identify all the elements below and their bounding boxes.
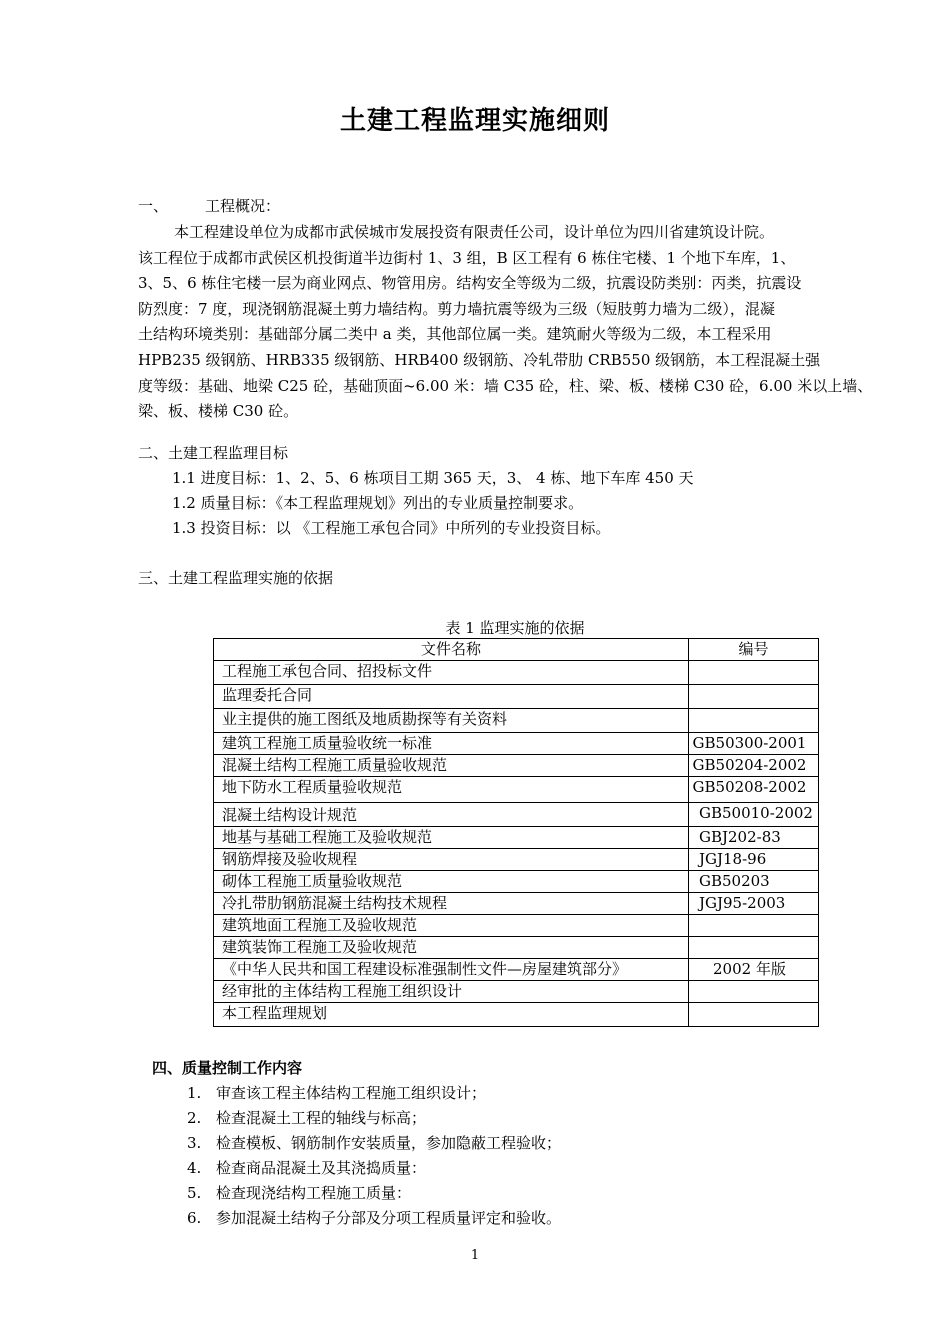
doc-code — [689, 661, 819, 685]
doc-name: 经审批的主体结构工程施工组织设计 — [214, 981, 689, 1003]
table-row — [214, 685, 819, 709]
doc-code — [689, 1003, 819, 1027]
doc-name: 混凝土结构工程施工质量验收规范 — [214, 755, 689, 777]
doc-name: 本工程监理规划 — [214, 1003, 689, 1027]
table-row — [214, 709, 819, 733]
list-item: 检查模板、钢筋制作安装质量，参加隐蔽工程验收； — [216, 1134, 562, 1152]
table-row — [214, 777, 819, 803]
doc-code — [689, 937, 819, 959]
section1-title: 工程概况： — [205, 197, 281, 215]
section2-title: 二、土建工程监理目标 — [138, 444, 289, 462]
goal-item: 1.1 进度目标：1、2、5、6 栋项目工期 365 天，3、 4 栋、地下车库 450 天 — [172, 469, 694, 487]
doc-code: GBJ202-83 — [689, 827, 819, 849]
doc-code — [689, 981, 819, 1003]
doc-name: 业主提供的施工图纸及地质勘探等有关资料 — [214, 709, 689, 733]
section3-title: 三、土建工程监理实施的依据 — [138, 569, 334, 587]
table-row — [214, 937, 819, 959]
header-code: 编号 — [689, 639, 819, 661]
paragraph-line: 梁、板、楼梯 C30 砼。 — [138, 402, 299, 421]
doc-name: 混凝土结构设计规范 — [214, 803, 689, 827]
table-row — [214, 733, 819, 755]
table-row — [214, 849, 819, 871]
basis-table — [213, 638, 819, 1027]
table-row — [214, 893, 819, 915]
paragraph-line: 该工程位于成都市武侯区机投街道半边街村 1、3 组，B 区工程有 6 栋住宅楼、1 个地下车库，1、 — [138, 248, 796, 267]
doc-code: GB50300-2001 — [689, 733, 819, 755]
goal-item: 1.3 投资目标：以 《工程施工承包合同》中所列的专业投资目标。 — [172, 519, 611, 537]
doc-name: 建筑装饰工程施工及验收规范 — [214, 937, 689, 959]
table-row — [214, 915, 819, 937]
doc-code — [689, 709, 819, 733]
table-row — [214, 827, 819, 849]
list-number: 4. — [187, 1159, 202, 1177]
doc-code — [689, 685, 819, 709]
list-number: 5. — [187, 1184, 202, 1202]
doc-code: GB50203 — [689, 871, 819, 893]
table-row — [214, 959, 819, 981]
page-title: 土建工程监理实施细则 — [339, 106, 610, 136]
paragraph-line: 3、5、6 栋住宅楼一层为商业网点、物管用房。结构安全等级为二级，抗震设防类别：丙类，抗震设 — [138, 274, 802, 293]
doc-code: JGJ95-2003 — [689, 893, 819, 915]
list-item: 审查该工程主体结构工程施工组织设计； — [216, 1084, 487, 1102]
list-item: 检查混凝土工程的轴线与标高； — [216, 1109, 427, 1127]
doc-code: 2002 年版 — [689, 959, 819, 981]
table-caption: 表 1 监理实施的依据 — [445, 619, 585, 637]
list-number: 2. — [187, 1109, 202, 1127]
doc-name: 《中华人民共和国工程建设标准强制性文件—房屋建筑部分》 — [214, 959, 689, 981]
table-row — [214, 1003, 819, 1027]
list-number: 6. — [187, 1209, 202, 1227]
paragraph-line: HPB235 级钢筋、HRB335 级钢筋、HRB400 级钢筋、冷轧带肋 CRB550 级钢筋，本工程混凝土强 — [138, 350, 821, 369]
doc-code: GB50208-2002 — [689, 777, 819, 803]
doc-name: 钢筋焊接及验收规程 — [214, 849, 689, 871]
table-row — [214, 871, 819, 893]
table-header-row — [214, 639, 819, 661]
paragraph-line: 土结构环境类别：基础部分属二类中 a 类，其他部位属一类。建筑耐火等级为二级，本工程采用 — [138, 325, 772, 344]
page-number: 1 — [470, 1248, 480, 1263]
doc-name: 砌体工程施工质量验收规范 — [214, 871, 689, 893]
doc-code: JGJ18-96 — [689, 849, 819, 871]
doc-name: 冷扎带肋钢筋混凝土结构技术规程 — [214, 893, 689, 915]
list-number: 1. — [187, 1084, 202, 1102]
table-row — [214, 981, 819, 1003]
paragraph-line: 度等级：基础、地梁 C25 砼，基础顶面~6.00 米：墙 C35 砼，柱、梁、板、楼梯 C30 砼，6.00 米以上墙、 — [138, 376, 873, 395]
doc-code — [689, 915, 819, 937]
doc-name: 地下防水工程质量验收规范 — [214, 777, 689, 803]
section4-title: 四、质量控制工作内容 — [152, 1059, 303, 1077]
section1-number: 一、 — [138, 197, 169, 215]
list-item: 参加混凝土结构子分部及分项工程质量评定和验收。 — [216, 1209, 562, 1227]
table-row — [214, 661, 819, 685]
table-row — [214, 803, 819, 827]
paragraph-line: 防烈度：7 度，现浇钢筋混凝土剪力墙结构。剪力墙抗震等级为三级（短肢剪力墙为二级），混凝 — [138, 299, 775, 318]
doc-name: 建筑地面工程施工及验收规范 — [214, 915, 689, 937]
list-number: 3. — [187, 1134, 202, 1152]
list-item: 检查现浇结构工程施工质量： — [216, 1184, 412, 1202]
doc-name: 工程施工承包合同、招投标文件 — [214, 661, 689, 685]
list-item: 检查商品混凝土及其浇捣质量： — [216, 1159, 427, 1177]
doc-code: GB50204-2002 — [689, 755, 819, 777]
paragraph-line: 本工程建设单位为成都市武侯城市发展投资有限责任公司，设计单位为四川省建筑设计院。 — [174, 223, 775, 241]
doc-name: 地基与基础工程施工及验收规范 — [214, 827, 689, 849]
doc-name: 监理委托合同 — [214, 685, 689, 709]
header-name: 文件名称 — [214, 639, 689, 661]
doc-name: 建筑工程施工质量验收统一标准 — [214, 733, 689, 755]
doc-code: GB50010-2002 — [689, 803, 819, 827]
section1-paragraph — [138, 220, 873, 425]
goal-item: 1.2 质量目标：《本工程监理规划》列出的专业质量控制要求。 — [172, 494, 584, 512]
table-row — [214, 755, 819, 777]
